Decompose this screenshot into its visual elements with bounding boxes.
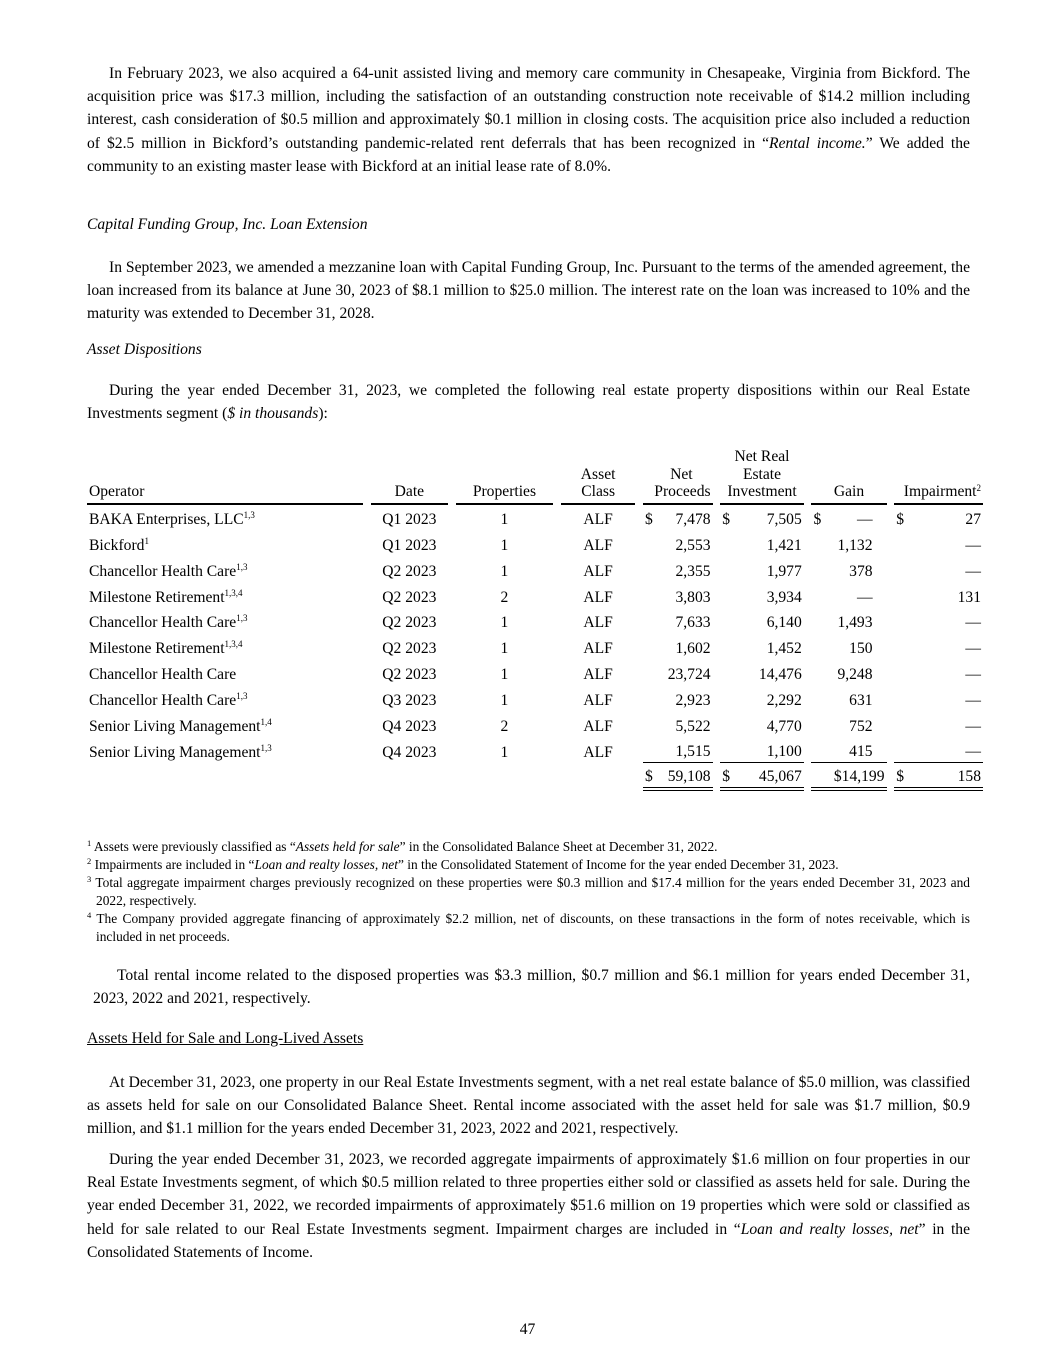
gain-cell: 150 <box>849 640 873 658</box>
total-gain: $14,199 <box>811 763 886 791</box>
asset-class-cell: ALF <box>583 614 613 632</box>
operator-cell: Milestone Retirement$^{1,3,4}$ <box>89 587 243 606</box>
net-proceeds-cell: 5,522 <box>675 717 711 735</box>
gain-cell: 378 <box>849 562 873 580</box>
paragraph-dispositions-intro: During the year ended December 31, 2023, we completed the following real estate property dispositions within our Real Estate Investments segment ($ in thousands): <box>87 382 970 423</box>
date-cell: Q4 2023 <box>382 717 437 735</box>
operator-cell: Senior Living Management$^{1,3}$ <box>89 743 272 762</box>
impairment-cell: — <box>894 737 983 764</box>
net-proceeds-cell: 2,355 <box>675 562 711 580</box>
date-cell: Q2 2023 <box>382 562 437 580</box>
net-proceeds-cell: 2,923 <box>675 691 711 709</box>
dispositions-table <box>87 448 983 791</box>
table-row <box>87 582 983 608</box>
operator-cell: Chancellor Health Care$^{1,3}$ <box>89 690 248 709</box>
heading-capital-funding: Capital Funding Group, Inc. Loan Extension <box>87 216 368 233</box>
page-number: 47 <box>519 1321 536 1338</box>
nrei-cell: 6,140 <box>766 614 802 632</box>
impairment-cell: — <box>965 666 981 684</box>
impairment-cell: — <box>965 640 981 658</box>
net-proceeds-cell: $ 7,478 <box>645 511 711 529</box>
footnote: $^4$ The Company provided aggregate financing of approximately $2.2 million, net of discounts, on these transactions in the form of notes receivable, which is included in net proceeds. <box>87 910 970 944</box>
impairment-cell: 131 <box>957 588 981 606</box>
impairment-cell: — <box>965 614 981 632</box>
date-cell: Q1 2023 <box>382 511 437 529</box>
heading-assets-held-for-sale: Assets Held for Sale and Long-Lived Assets <box>87 1030 364 1047</box>
nrei-cell: 1,452 <box>766 640 802 658</box>
date-cell: Q2 2023 <box>382 588 437 606</box>
impairment-cell: $ 27 <box>896 511 981 529</box>
operator-cell: BAKA Enterprises, LLC$^{1,3}$ <box>89 510 255 529</box>
gain-cell: 1,493 <box>837 614 873 632</box>
properties-cell: 1 <box>500 562 509 580</box>
col-gain: Gain <box>811 448 886 505</box>
date-cell: Q1 2023 <box>382 537 437 555</box>
table-row <box>87 633 983 659</box>
table-row <box>87 737 983 764</box>
gain-cell: 752 <box>849 717 873 735</box>
table-total-row <box>87 763 983 791</box>
nrei-cell: 3,934 <box>766 588 802 606</box>
col-properties: Properties <box>456 448 554 505</box>
nrei-cell: 1,421 <box>766 537 802 555</box>
nrei-cell: 14,476 <box>758 666 802 684</box>
net-proceeds-cell: 7,633 <box>675 614 711 632</box>
properties-cell: 2 <box>500 717 509 735</box>
asset-class-cell: ALF <box>583 717 613 735</box>
gain-cell: 1,132 <box>837 537 873 555</box>
properties-cell: 1 <box>500 614 509 632</box>
paragraph-impairments: During the year ended December 31, 2023, we recorded aggregate impairments of approximately $1.6 million on four properties in our Real Estate Investments segment, of which $0.5 million related to three properties either sold or classified as assets held for sale. During the year ended December 31, 2022, we recorded impairments of approximately $51.6 million on 19 properties which were sold or classified as held for sale related to our Real Estate Investments segment. Impairment charges are included in “Loan and realty losses, net” in the Consolidated Statements of Income. <box>87 1151 971 1261</box>
paragraph-assets-held-for-sale: At December 31, 2023, one property in our Real Estate Investments segment, with a net real estate balance of $5.0 million, was classified as assets held for sale on our Consolidated Balance Sheet. Rental income associated with the asset held for sale was $1.7 million, $0.9 million, and $1.1 million for the years ended December 31, 2023, 2022 and 2021, respectively. <box>87 1074 970 1138</box>
asset-class-cell: ALF <box>583 691 613 709</box>
properties-cell: 1 <box>500 744 509 762</box>
date-cell: Q2 2023 <box>382 666 437 684</box>
total-nrei: $ 45,067 <box>720 763 804 791</box>
gain-cell: 631 <box>849 691 873 709</box>
date-cell: Q2 2023 <box>382 614 437 632</box>
operator-cell: Chancellor Health Care$^{1,3}$ <box>89 561 248 580</box>
net-proceeds-cell: 2,553 <box>675 537 711 555</box>
table-row <box>87 505 983 531</box>
net-proceeds-cell: 1,602 <box>675 640 711 658</box>
col-operator: Operator <box>87 448 363 505</box>
properties-cell: 2 <box>500 588 509 606</box>
operator-cell: Bickford$^1$ <box>89 536 149 555</box>
table-row <box>87 530 983 556</box>
properties-cell: 1 <box>500 640 509 658</box>
properties-cell: 1 <box>500 691 509 709</box>
impairment-cell: — <box>965 537 981 555</box>
table-row <box>87 711 983 737</box>
col-net-real-estate-investment: Net Real Estate Investment <box>720 448 804 505</box>
table-row <box>87 556 983 582</box>
asset-class-cell: ALF <box>583 640 613 658</box>
net-proceeds-cell: 1,515 <box>643 737 713 764</box>
total-impairment: $ 158 <box>894 763 983 791</box>
properties-cell: 1 <box>500 511 509 529</box>
asset-class-cell: ALF <box>583 537 613 555</box>
date-cell: Q3 2023 <box>382 691 437 709</box>
heading-asset-dispositions: Asset Dispositions <box>87 341 202 358</box>
operator-cell: Senior Living Management$^{1,4}$ <box>89 716 272 735</box>
date-cell: Q2 2023 <box>382 640 437 658</box>
paragraph-loan-extension: In September 2023, we amended a mezzanine loan with Capital Funding Group, Inc. Pursuant to the terms of the amended agreement, the loan increased from its balance at June 30, 2023 of $8.1 million to $25.0 million. The interest rate on the loan was increased to 10% and the maturity was extended to December 31, 2028. <box>87 259 970 323</box>
gain-cell: $ — <box>813 511 873 529</box>
operator-cell: Chancellor Health Care$^{1,3}$ <box>89 613 248 632</box>
paragraph-chesapeake-acquisition: In February 2023, we also acquired a 64-unit assisted living and memory care community in Chesapeake, Virginia from Bickford. The acquisition price was $17.3 million, including the satisfaction of an outstanding construction note receivable of $14.2 million including interest, cash consideration of $0.5 million and approximately $0.1 million in closing costs. The acquisition price also included a reduction of $2.5 million in Bickford’s outstanding pandemic-related rent deferrals that has been recognized in “Rental income.” We added the community to an existing master lease with Bickford at an initial lease rate of 8.0%. <box>87 65 970 175</box>
footnotes <box>87 838 970 946</box>
nrei-cell: $ 7,505 <box>722 511 802 529</box>
gain-cell: 9,248 <box>837 666 873 684</box>
table-row <box>87 659 983 685</box>
asset-class-cell: ALF <box>583 588 613 606</box>
operator-cell: Chancellor Health Care <box>89 666 237 684</box>
nrei-cell: 2,292 <box>766 691 802 709</box>
footnote: $^3$ Total aggregate impairment charges previously recognized on these properties were $0.3 million and $17.4 million for the years ended December 31, 2023 and 2022, respectively. <box>87 874 970 908</box>
date-cell: Q4 2023 <box>382 744 437 762</box>
net-proceeds-cell: 3,803 <box>675 588 711 606</box>
impairment-cell: — <box>965 691 981 709</box>
gain-cell: 415 <box>811 737 886 764</box>
asset-class-cell: ALF <box>583 666 613 684</box>
gain-cell: — <box>856 588 873 606</box>
impairment-cell: — <box>965 562 981 580</box>
footnote: $^2$ Impairments are included in “Loan and realty losses, net” in the Consolidated Statement of Income for the year ended December 31, 2023. <box>87 856 839 872</box>
paragraph-rental-income: Total rental income related to the disposed properties was $3.3 million, $0.7 million and $6.1 million for years ended December 31, 2023, 2022 and 2021, respectively. <box>93 967 970 1008</box>
table-header-row <box>87 448 983 505</box>
asset-class-cell: ALF <box>583 511 613 529</box>
nrei-cell: 1,977 <box>766 562 802 580</box>
footnote: $^1$ Assets were previously classified as “Assets held for sale” in the Consolidated Balance Sheet at December 31, 2022. <box>87 838 718 854</box>
nrei-cell: 1,100 <box>720 737 804 764</box>
asset-class-cell: ALF <box>583 744 613 762</box>
col-net-proceeds: Net Proceeds <box>643 448 713 505</box>
nrei-cell: 4,770 <box>766 717 802 735</box>
col-asset-class: Asset Class <box>561 448 635 505</box>
properties-cell: 1 <box>500 537 509 555</box>
operator-cell: Milestone Retirement$^{1,3,4}$ <box>89 639 243 658</box>
table-row <box>87 685 983 711</box>
table-row <box>87 608 983 634</box>
total-net-proceeds: $ 59,108 <box>643 763 713 791</box>
net-proceeds-cell: 23,724 <box>667 666 711 684</box>
impairment-cell: — <box>965 717 981 735</box>
col-date: Date <box>371 448 448 505</box>
col-impairment: Impairment$^2$ <box>894 448 983 505</box>
properties-cell: 1 <box>500 666 509 684</box>
asset-class-cell: ALF <box>583 562 613 580</box>
